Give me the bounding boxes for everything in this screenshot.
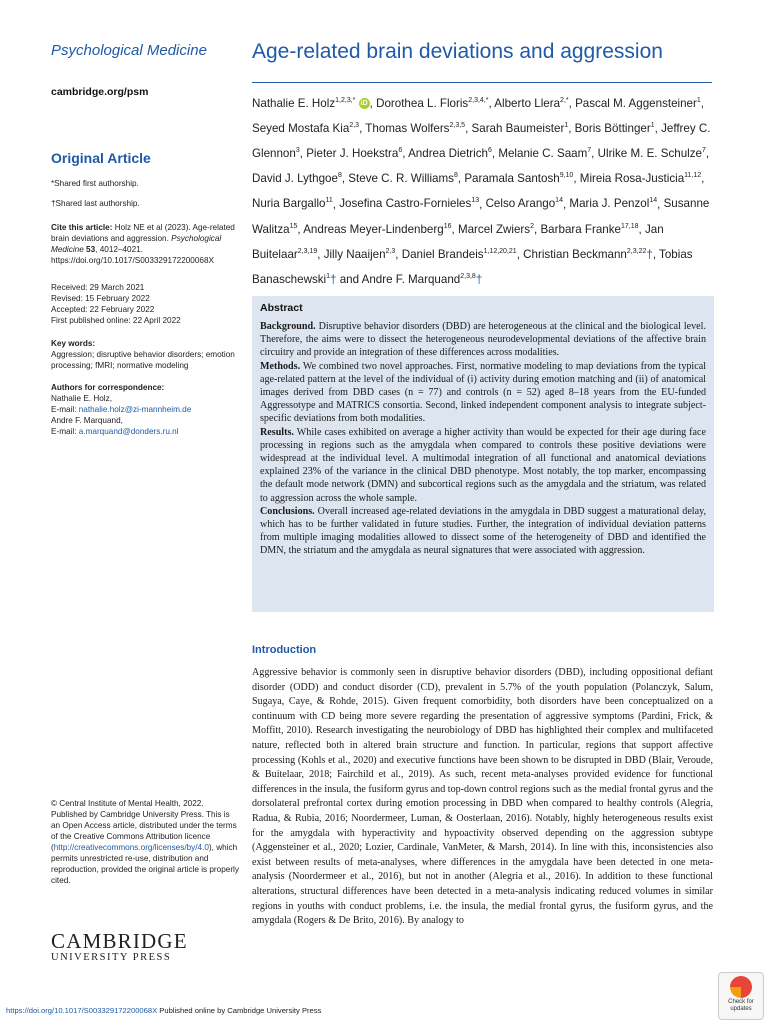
author-entry bbox=[498, 147, 591, 160]
author-affiliation: 1 bbox=[326, 273, 331, 281]
author-name: Tobias Banaschewski bbox=[252, 247, 693, 286]
author-name: Seyed Mostafa Kia bbox=[252, 122, 350, 136]
author-entry bbox=[252, 197, 333, 210]
cite-journal: Psychological Medicine bbox=[51, 234, 222, 254]
methods-label: Methods. bbox=[260, 360, 301, 372]
email-label-2: E-mail: bbox=[51, 427, 79, 436]
author-entry bbox=[494, 97, 568, 110]
author-name: Thomas Wolfers bbox=[365, 122, 450, 136]
author-entry bbox=[252, 172, 342, 185]
keywords-text: Aggression; disruptive behavior disorders; emotion processing; fMRI; normative modeling bbox=[51, 350, 235, 370]
author-affiliation: 2,* bbox=[560, 97, 569, 104]
author-affiliation: 3 bbox=[295, 147, 300, 155]
author-affiliation: 8 bbox=[337, 172, 342, 180]
license-block bbox=[51, 798, 241, 886]
author-affiliation: 11 bbox=[325, 197, 333, 205]
abstract-results bbox=[260, 426, 706, 505]
author-name: Pascal M. Aggensteiner bbox=[575, 96, 697, 110]
author-entry bbox=[458, 223, 534, 236]
author-name: Susanne Walitza bbox=[252, 197, 710, 236]
email-link-2[interactable]: a.marquand@donders.ru.nl bbox=[78, 427, 179, 436]
author-affiliation: 14 bbox=[555, 197, 563, 205]
author-entry bbox=[575, 122, 655, 135]
article-type: Original Article bbox=[51, 150, 151, 166]
keywords-label: Key words: bbox=[51, 339, 96, 348]
cite-text-a: Holz NE et al (2023). Age-related brain deviations and aggression. bbox=[51, 223, 235, 243]
author-entry bbox=[402, 248, 517, 261]
author-name: Celso Arango bbox=[485, 197, 556, 211]
dates-block bbox=[51, 282, 241, 326]
author-entry bbox=[575, 97, 701, 110]
author-name: Mireia Rosa-Justicia bbox=[579, 172, 685, 186]
author-name: Christian Beckmann bbox=[523, 247, 627, 261]
orcid-icon[interactable]: iD bbox=[360, 100, 368, 108]
abstract-heading: Abstract bbox=[260, 302, 303, 314]
author-name: Melanie C. Saam bbox=[498, 147, 588, 161]
received-date: Received: 29 March 2021 bbox=[51, 283, 145, 292]
author-affiliation: 6 bbox=[487, 147, 492, 155]
license-link[interactable]: http://creativecommons.org/licenses/by/4.0 bbox=[53, 843, 209, 852]
results-text: While cases exhibited on average a higher activity than would be expected for their age during face processing in regions such as the amygdala when compared to controls these positive deviations were widespread at the individual level. A multimodal integration of all functional and anatomical deviations explained 23% of the variance in the clinical DBD phenotype. Most notably, the top marker, encompassing the default mode network (DMN) and subcortical regions such as the amygdala and the striatum, was related to aggression across the whole sample. bbox=[260, 426, 706, 504]
background-text: Disruptive behavior disorders (DBD) are heterogeneous at the clinical and the biological level. Therefore, the aims were to dissect the heterogeneous neurodevelopmental deviations of the affective brain circuitry and provide an integration of these differences across modalities. bbox=[260, 321, 706, 359]
author-affiliation: 8 bbox=[453, 172, 458, 180]
author-affiliation: 16 bbox=[443, 222, 452, 230]
email-label-1: E-mail: bbox=[51, 405, 79, 414]
author-name: Alberto Llera bbox=[494, 96, 561, 110]
abstract-methods bbox=[260, 360, 706, 426]
article-title: Age-related brain deviations and aggression bbox=[252, 40, 663, 63]
cite-text-b: , 4012–4021. https://doi.org/10.1017/S003329172200068X bbox=[51, 245, 214, 265]
author-name: Barbara Franke bbox=[540, 222, 622, 236]
author-affiliation: 2 bbox=[530, 222, 534, 230]
author-name: Marcel Zwiers bbox=[457, 222, 531, 236]
author-entry bbox=[362, 273, 483, 286]
author-affiliation: 15 bbox=[289, 222, 298, 230]
author-affiliation: 14 bbox=[649, 197, 658, 205]
dagger-mark: † bbox=[330, 272, 337, 286]
crossmark-icon bbox=[730, 976, 752, 998]
cite-label: Cite this article: bbox=[51, 223, 113, 232]
author-and: and bbox=[336, 272, 362, 286]
author-name: Andre F. Marquand bbox=[361, 272, 461, 286]
footer bbox=[6, 1006, 321, 1015]
note-first-authorship: *Shared first authorship. bbox=[51, 179, 139, 188]
author-affiliation: 2,3,5 bbox=[449, 122, 466, 130]
author-entry bbox=[408, 147, 492, 160]
author-affiliation: 1 bbox=[650, 122, 655, 130]
author-name: Andrea Dietrich bbox=[408, 147, 488, 161]
author-entry bbox=[540, 223, 638, 236]
author-name: Daniel Brandeis bbox=[401, 247, 484, 261]
author-entry bbox=[303, 223, 451, 236]
title-divider bbox=[252, 82, 712, 83]
author-name: Pieter J. Hoekstra bbox=[306, 147, 399, 161]
author-name: David J. Lythgoe bbox=[252, 172, 338, 186]
author-affiliation: 13 bbox=[471, 197, 480, 205]
author-affiliation: 1,12,20,21 bbox=[483, 247, 517, 255]
author-name: Sarah Baumeister bbox=[471, 122, 565, 136]
author-affiliation: 17,18 bbox=[621, 222, 639, 230]
author-entry bbox=[339, 197, 479, 210]
correspondence-block bbox=[51, 382, 241, 437]
author-affiliation: 2,3,8 bbox=[460, 273, 476, 281]
note-last-authorship: †Shared last authorship. bbox=[51, 199, 140, 208]
author-name: Boris Böttinger bbox=[574, 122, 651, 136]
abstract-conclusions bbox=[260, 505, 706, 558]
correspondence-name-1: Nathalie E. Holz, bbox=[51, 394, 112, 403]
conclusions-label: Conclusions. bbox=[260, 505, 315, 517]
dagger-mark: † bbox=[646, 247, 653, 261]
methods-text: We combined two novel approaches. First, normative modeling to map deviations from the typical age-related pattern at the level of the individual of (i) activity during emotion matching and (ii) of anatomical images derived from DBD cases (n = 77) and controls (n = 52) aged 8–18 years from the EU-funded Aggressotype and MATRICS consortia. Second, linked independent component analysis to integrate subject-specific deviations from both modalities. bbox=[260, 360, 706, 425]
author-entry bbox=[580, 172, 701, 185]
logo-line-2: UNIVERSITY PRESS bbox=[51, 952, 172, 963]
email-link-1[interactable]: nathalie.holz@zi-mannheim.de bbox=[78, 405, 192, 414]
revised-date: Revised: 15 February 2022 bbox=[51, 294, 150, 303]
author-name: Andreas Meyer-Lindenberg bbox=[303, 222, 444, 236]
dagger-mark: † bbox=[475, 272, 483, 286]
conclusions-text: Overall increased age-related deviations in the amygdala in DBD suggest a maturational delay, which has to be further validated in future studies. Further, the integration of individual deviation patterns from multiple imaging modalities allowed to dissect some of the heterogeneity of DBD and identified the DMN, the striatum and the amygdala as neural signatures that were associated with aggression. bbox=[260, 505, 706, 557]
author-list: Nathalie E. Holz$^{1,2,3,*}$ iD , Dorothea L. Floris$^{2,3,4,*}$, Alberto Llera$^{2,*}$, Pascal M. Aggensteiner$^1$, Seyed Mostafa Kia$^{2,3}$, Thomas Wolfers$^{2,3,5}$, Sarah Baumeister$^1$, Boris Böttinger$^1$, Jeffrey C. Glennon$^3$, Pieter J. Hoekstra$^6$, Andrea Dietrich$^6$, Melanie C. Saam$^7$, Ulrike M. E. Schulze$^7$, David J. Lythgoe$^8$, Steve C. R. Williams$^8$, Paramala Santosh$^{9,10}$, Mireia Rosa-Justicia$^{11,12}$, Nuria Bargallo$^{11}$, Josefina Castro-Fornieles$^{13}$, Celso Arango$^{14}$, Maria J. Penzol$^{14}$, Susanne Walitza$^{15}$, Andreas Meyer-Lindenberg$^{16}$, Marcel Zwiers$^2$, Barbara Franke$^{17,18}$, Jan Buitelaar$^{2,3,19}$, Jilly Naaijen$^{2,3}$, Daniel Brandeis$^{1,12,20,21}$, Christian Beckmann$^{2,3,22}$†, Tobias Banaschewski$^1$† and Andre F. Marquand$^{2,3,8}$† bbox=[252, 96, 711, 286]
author-affiliation: 2,3,19 bbox=[297, 247, 318, 255]
license-text-b: ), which permits unrestricted re-use, distribution and reproduction, provided the original article is properly cited. bbox=[51, 843, 239, 885]
check-for-updates-button[interactable] bbox=[718, 972, 764, 1020]
author-entry bbox=[464, 172, 573, 185]
author-name: Jilly Naaijen bbox=[323, 247, 386, 261]
author-name: Steve C. R. Williams bbox=[348, 172, 454, 186]
abstract-background bbox=[260, 320, 706, 360]
journal-name: Psychological Medicine bbox=[51, 42, 207, 59]
results-label: Results. bbox=[260, 426, 294, 438]
keywords-block bbox=[51, 338, 241, 371]
author-affiliation: 7 bbox=[587, 147, 592, 155]
author-entry bbox=[306, 147, 402, 160]
author-affiliation: 2,3 bbox=[385, 247, 396, 255]
background-label: Background. bbox=[260, 321, 316, 332]
author-affiliation: 6 bbox=[398, 147, 403, 155]
author-affiliation: 2,3,22 bbox=[626, 247, 647, 255]
author-name: Ulrike M. E. Schulze bbox=[597, 147, 702, 161]
footer-doi-link[interactable]: https://doi.org/10.1017/S003329172200068X bbox=[6, 1006, 158, 1015]
author-entry bbox=[348, 172, 458, 185]
author-affiliation: 7 bbox=[702, 147, 706, 155]
author-name: Maria J. Penzol bbox=[569, 197, 650, 211]
cambridge-logo bbox=[51, 930, 231, 963]
abstract-box bbox=[252, 296, 714, 612]
introduction-heading: Introduction bbox=[252, 644, 317, 656]
author-entry bbox=[523, 248, 653, 261]
badge-line-1: Check for bbox=[728, 999, 754, 1005]
author-entry bbox=[324, 248, 396, 261]
author-entry bbox=[252, 97, 370, 110]
author-entry bbox=[472, 122, 569, 135]
author-name: Josefina Castro-Fornieles bbox=[339, 197, 472, 211]
author-name: Nathalie E. Holz bbox=[252, 96, 336, 110]
author-name: Jeffrey C. Glennon bbox=[252, 122, 711, 161]
author-entry bbox=[252, 122, 359, 135]
introduction-paragraph: Aggressive behavior is commonly seen in disruptive behavior disorders (DBD), including oppositional defiant disorder (ODD) and conduct disorder (CD), prevalent in 5.7% of the youth population (Polanczyk, Salum, Sugaya, Caye, & Rohde, 2015). Given frequent comorbidity, both disorders have been conceptualized on a continuum with CD being more severe regarding the presentation of aggressive symptoms (Pardini, Frick, & Moffitt, 2010). Research investigating the neurobiology of DBD has highlighted their complex and multifaceted nature, reflected both in altered brain structure and function. In particular, regions that support affective processing (Kohls et al., 2020) and executive functions have been shown to be disrupted in DBD (Blair, Veroude, & Buitelaar, 2018; Fairchild et al., 2019). As such, recent meta-analyses provided evidence for functional differences in the insula, the fusiform gyrus and top-down control regions such as the medial frontal gyrus and the dorsolateral prefrontal cortex during emotion processing in DBD when compared to healthy controls (Alegria, Radua, & Rubia, 2016; Noordermeer, Luman, & Oosterlaan, 2016). Notably, highly heterogeneous results exist for the amygdala with hyperactivity and hypoactivity observed depending on the aggression subtype (Aggensteiner et al., 2020; Lozier, Cardinale, VanMeter, & Marsh, 2014). In line with this, inconsistencies also exist between results of meta-analyses, where differences in the amygdala have been detected in one meta-analysis (Noordermeer et al., 2016), but not in another (Alegria et al., 2016). In addition to these functional alterations, structural differences have been detected in a meta-analysis indicating reduced volumes in similar regions in youths with conduct problems, i.e. the insula, the medial frontal gyrus, the fusiform gyrus, and the amygdala (Rogers & De Brito, 2016). By analogy to bbox=[252, 667, 713, 927]
author-entry bbox=[598, 147, 706, 160]
license-text-a: © Central Institute of Mental Health, 2022. Published by Cambridge University Press. This is an Open Access article, distributed under the terms of the Creative Commons Attribution licence ( bbox=[51, 799, 237, 852]
author-affiliation: 2,3 bbox=[349, 122, 360, 130]
cite-volume: 53 bbox=[83, 245, 96, 254]
citation-block bbox=[51, 222, 241, 266]
author-affiliation: 11,12 bbox=[684, 172, 702, 180]
author-name: Jan Buitelaar bbox=[252, 222, 664, 261]
logo-line-1: CAMBRIDGE bbox=[51, 929, 188, 953]
footer-text: Published online by Cambridge University Press bbox=[157, 1006, 322, 1015]
author-affiliation: 9,10 bbox=[559, 172, 574, 180]
journal-site[interactable]: cambridge.org/psm bbox=[51, 86, 149, 98]
author-affiliation: 1 bbox=[564, 122, 569, 130]
author-entry bbox=[569, 197, 657, 210]
accepted-date: Accepted: 22 February 2022 bbox=[51, 305, 155, 314]
author-affiliation: 1 bbox=[696, 97, 701, 104]
author-name: Paramala Santosh bbox=[464, 172, 560, 186]
author-entry bbox=[376, 97, 488, 110]
author-entry bbox=[486, 197, 563, 210]
correspondence-name-2: Andre F. Marquand, bbox=[51, 416, 123, 425]
author-name: Dorothea L. Floris bbox=[376, 96, 469, 110]
author-entry bbox=[365, 122, 465, 135]
correspondence-label: Authors for correspondence: bbox=[51, 383, 165, 392]
author-affiliation: 1,2,3,* bbox=[335, 97, 356, 104]
author-name: Nuria Bargallo bbox=[252, 197, 326, 211]
first-online-date: First published online: 22 April 2022 bbox=[51, 316, 181, 325]
badge-line-2: updates bbox=[730, 1006, 752, 1012]
author-affiliation: 2,3,4,* bbox=[468, 97, 489, 104]
